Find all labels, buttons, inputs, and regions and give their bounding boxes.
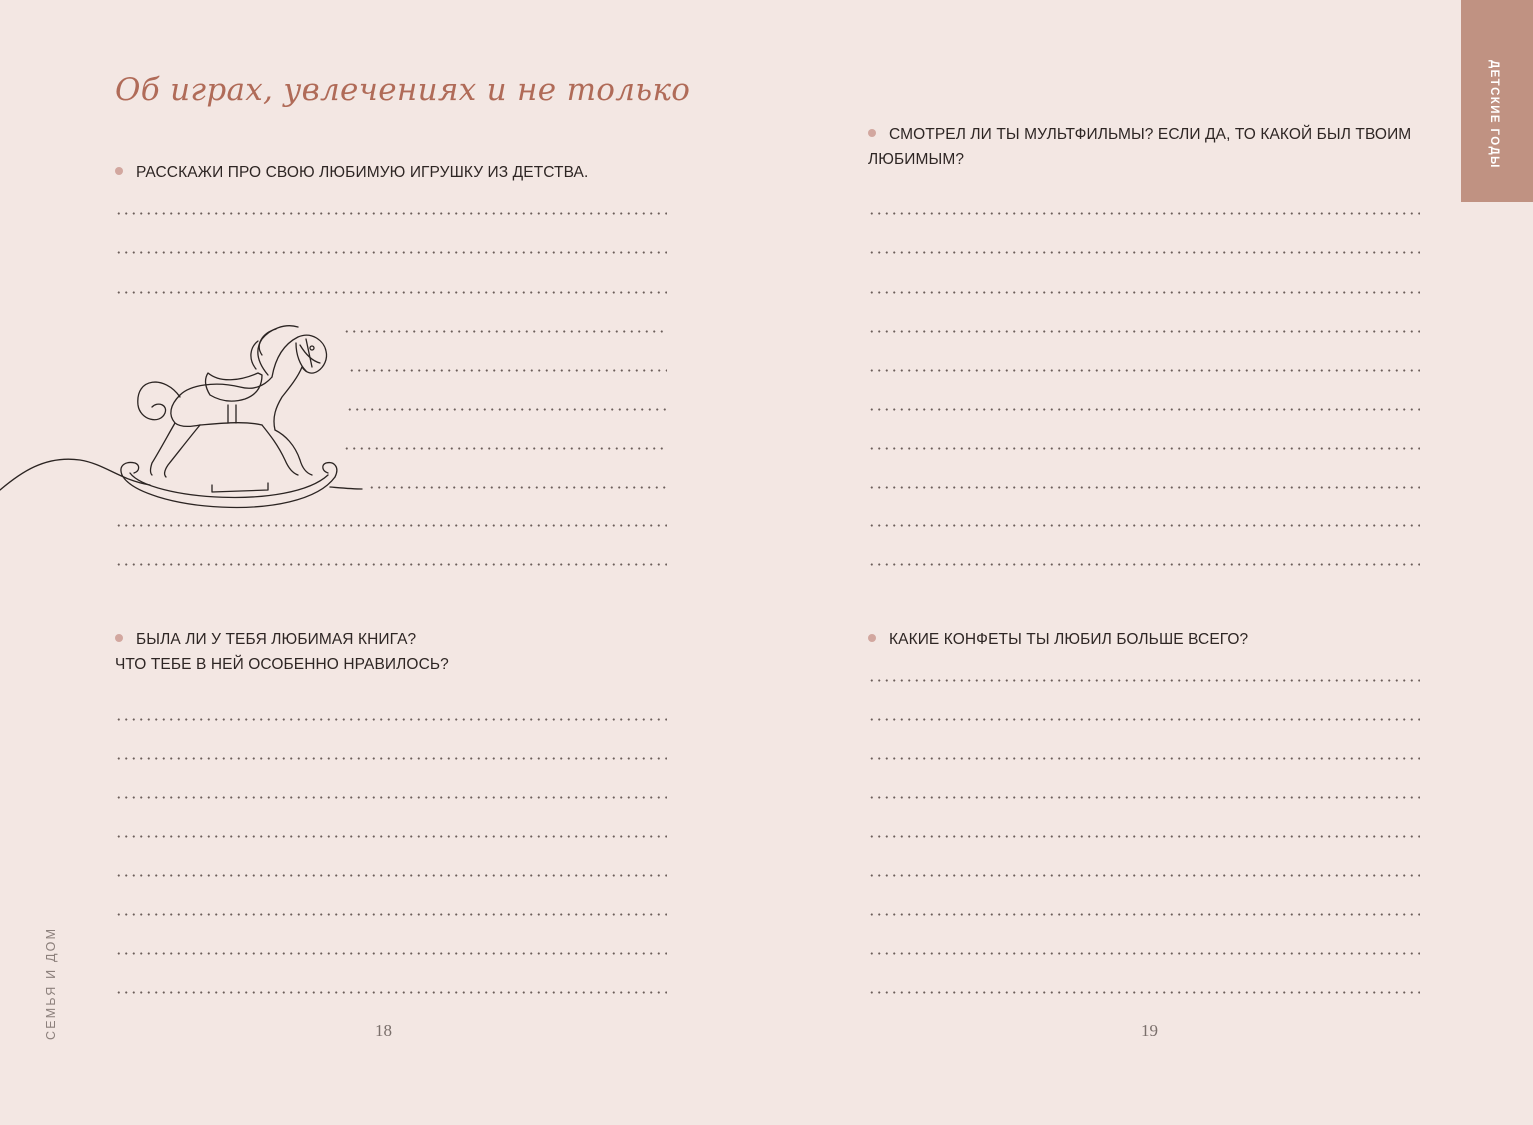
answer-line[interactable] bbox=[868, 291, 1420, 294]
answer-line[interactable] bbox=[868, 796, 1420, 799]
answer-line[interactable] bbox=[868, 835, 1420, 838]
section-label: СЕМЬЯ И ДОМ bbox=[44, 926, 58, 1040]
answer-line[interactable] bbox=[115, 913, 667, 916]
answer-line[interactable] bbox=[115, 251, 667, 254]
chapter-tab-label: ДЕТСКИЕ ГОДЫ bbox=[1488, 60, 1500, 169]
question-toy-text: РАССКАЖИ ПРО СВОЮ ЛЮБИМУЮ ИГРУШКУ ИЗ ДЕТСТВА. bbox=[136, 164, 589, 181]
rocking-horse-icon bbox=[0, 315, 370, 525]
answer-line[interactable] bbox=[115, 874, 667, 877]
question-cartoons-text: СМОТРЕЛ ЛИ ТЫ МУЛЬТФИЛЬМЫ? ЕСЛИ ДА, ТО КАКОЙ БЫЛ ТВОИМ ЛЮБИМЫМ? bbox=[868, 126, 1412, 168]
answer-line[interactable] bbox=[868, 563, 1420, 566]
answer-line[interactable] bbox=[348, 369, 667, 372]
answer-line[interactable] bbox=[368, 486, 667, 489]
answer-line[interactable] bbox=[115, 563, 667, 566]
bullet-icon bbox=[868, 129, 876, 137]
answer-line[interactable] bbox=[115, 952, 667, 955]
answer-line[interactable] bbox=[346, 408, 667, 411]
answer-line[interactable] bbox=[115, 212, 667, 215]
question-cartoons bbox=[868, 122, 1428, 172]
page-number-right: 19 bbox=[1141, 1021, 1158, 1040]
answer-line[interactable] bbox=[115, 757, 667, 760]
answer-line[interactable] bbox=[868, 679, 1420, 682]
page-number-left: 18 bbox=[375, 1021, 392, 1040]
answer-line[interactable] bbox=[343, 447, 667, 450]
answer-line[interactable] bbox=[115, 991, 667, 994]
answer-line[interactable] bbox=[868, 991, 1420, 994]
answer-line[interactable] bbox=[868, 212, 1420, 215]
question-book bbox=[115, 627, 675, 677]
answer-line[interactable] bbox=[115, 796, 667, 799]
answer-line[interactable] bbox=[868, 757, 1420, 760]
answer-line[interactable] bbox=[115, 835, 667, 838]
answer-line[interactable] bbox=[115, 718, 667, 721]
question-book-line1: БЫЛА ЛИ У ТЕБЯ ЛЮБИМАЯ КНИГА? bbox=[136, 631, 417, 648]
answer-line[interactable] bbox=[343, 330, 667, 333]
page-title: Об играх, увлечениях и не только bbox=[115, 72, 691, 108]
question-candy-text: КАКИЕ КОНФЕТЫ ТЫ ЛЮБИЛ БОЛЬШЕ ВСЕГО? bbox=[889, 631, 1249, 648]
answer-line[interactable] bbox=[868, 952, 1420, 955]
bullet-icon bbox=[868, 634, 876, 642]
answer-line[interactable] bbox=[868, 251, 1420, 254]
answer-line[interactable] bbox=[868, 330, 1420, 333]
answer-line[interactable] bbox=[868, 447, 1420, 450]
answer-line[interactable] bbox=[868, 718, 1420, 721]
answer-line[interactable] bbox=[868, 913, 1420, 916]
question-toy bbox=[115, 160, 675, 185]
answer-line[interactable] bbox=[868, 408, 1420, 411]
question-candy bbox=[868, 627, 1428, 652]
answer-line[interactable] bbox=[868, 524, 1420, 527]
bullet-icon bbox=[115, 634, 123, 642]
answer-line[interactable] bbox=[868, 874, 1420, 877]
bullet-icon bbox=[115, 167, 123, 175]
answer-line[interactable] bbox=[868, 369, 1420, 372]
question-book-line2: ЧТО ТЕБЕ В НЕЙ ОСОБЕННО НРАВИЛОСЬ? bbox=[115, 656, 449, 673]
answer-line[interactable] bbox=[115, 291, 667, 294]
answer-line[interactable] bbox=[868, 486, 1420, 489]
